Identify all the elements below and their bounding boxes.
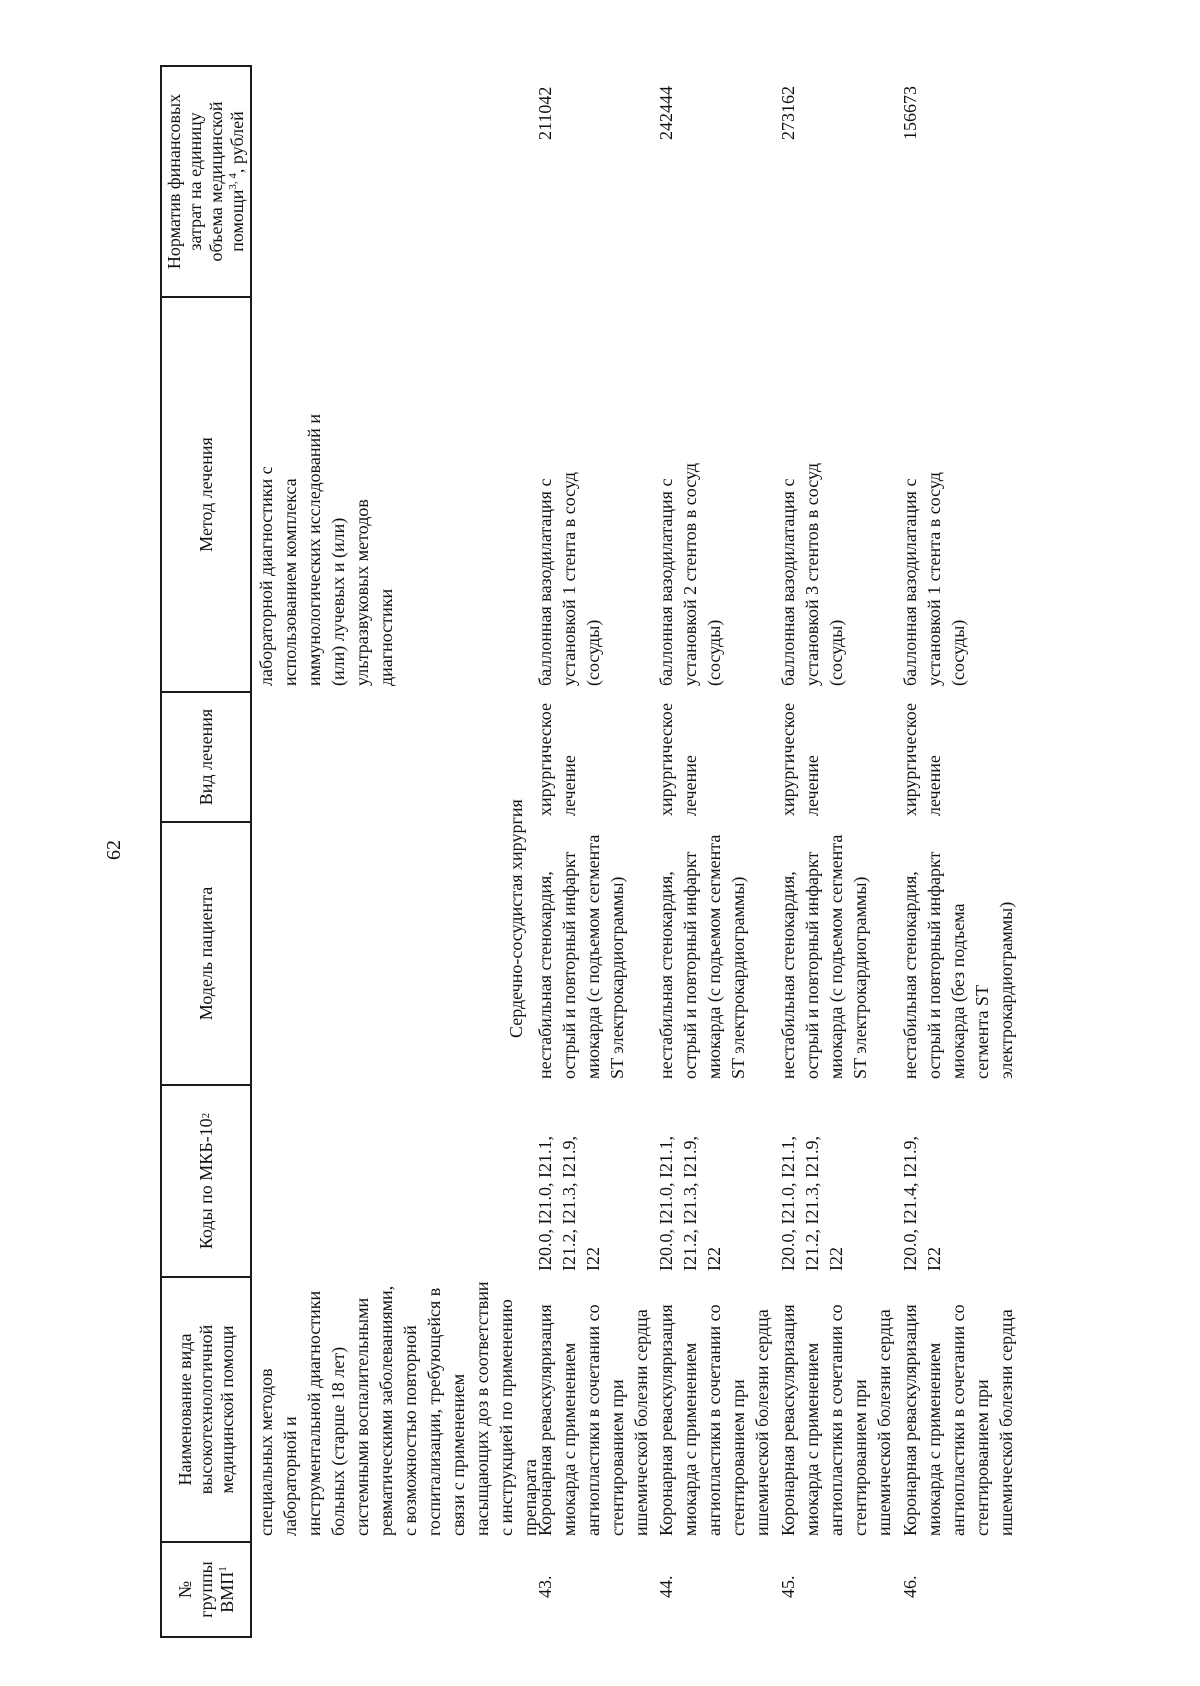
row-44-cost: 242444 bbox=[656, 86, 676, 140]
header-method: Метод лечения bbox=[195, 437, 216, 552]
row-44-codes: I20.0, I21.0, I21.1, I21.2, I21.3, I21.9, I22 bbox=[656, 1136, 724, 1271]
header-name: Наименование вида высокотехнологичной медицинской помощи bbox=[174, 1324, 237, 1495]
row-43-name: Коронарная реваскуляризация миокарда с применением ангиопластики в сочетании со стентированием при ишемической болезни сердца bbox=[535, 1304, 651, 1536]
row-44-no: 44. bbox=[656, 1575, 676, 1598]
continuation-method: лабораторной диагностики с использованием комплекса иммунологических исследований и (или) лучевых и (или) ультразвуковых методов диагностики bbox=[256, 414, 396, 686]
header-codes: Коды по МКБ-10 2 bbox=[195, 1112, 216, 1250]
row-45-method: баллонная вазодилатация с установкой 3 стентов в сосуд (сосуды) bbox=[778, 463, 846, 686]
row-43-model: нестабильная стенокардия, острый и повторный инфаркт миокарда (с подъемом сегмента ST электрокардиограммы) bbox=[535, 834, 627, 1079]
row-44-type: хирургическое лечение bbox=[656, 703, 700, 816]
col-divider bbox=[160, 1636, 252, 1638]
row-43-no: 43. bbox=[535, 1575, 555, 1598]
page-number: 62 bbox=[103, 840, 125, 860]
row-43-cost: 211042 bbox=[535, 86, 555, 140]
header-group-no: № группы ВМП$^1$ bbox=[174, 1561, 237, 1618]
row-45-codes: I20.0, I21.0, I21.1, I21.2, I21.3, I21.9, I22 bbox=[778, 1136, 846, 1271]
row-45-cost: 273162 bbox=[778, 86, 798, 140]
row-45-model: нестабильная стенокардия, острый и повторный инфаркт миокарда (с подъемом сегмента ST электрокардиограммы) bbox=[778, 834, 870, 1079]
row-46-model: нестабильная стенокардия, острый и повторный инфаркт миокарда (без подъема сегмента ST электрокардиограммы) bbox=[900, 851, 1016, 1079]
row-45-name: Коронарная реваскуляризация миокарда с применением ангиопластики в сочетании со стентированием при ишемической болезни сердца bbox=[778, 1304, 894, 1536]
header-treatment-type: Вид лечения bbox=[195, 708, 216, 806]
section-title: Сердечно-сосудистая хирургия bbox=[506, 799, 526, 1038]
row-46-method: баллонная вазодилатация с установкой 1 стента в сосуд (сосуды) bbox=[900, 472, 968, 686]
row-46-no: 46. bbox=[900, 1575, 920, 1598]
row-44-model: нестабильная стенокардия, острый и повторный инфаркт миокарда (с подъемом сегмента ST электрокардиограммы) bbox=[656, 834, 748, 1079]
row-43-method: баллонная вазодилатация с установкой 1 стента в сосуд (сосуды) bbox=[535, 472, 603, 686]
row-46-name: Коронарная реваскуляризация миокарда с применением ангиопластики в сочетании со стентированием при ишемической болезни сердца bbox=[900, 1304, 1016, 1536]
row-46-codes: I20.0, I21.4, I21.9, I22 bbox=[900, 1136, 944, 1271]
rotated-table bbox=[160, 58, 1160, 1638]
row-45-no: 45. bbox=[778, 1575, 798, 1598]
row-45-type: хирургическое лечение bbox=[778, 703, 822, 816]
continuation-name: специальных методов лабораторной и инструментальной диагностики больных (старше 18 лет) системными воспалительными ревматическими заболеваниями, с возможностью повторной госпитализации, требующейся в связи с применением насыщающих доз в соответствии с инструкцией по применению препарата bbox=[256, 1281, 540, 1536]
row-43-codes: I20.0, I21.0, I21.1, I21.2, I21.3, I21.9, I22 bbox=[535, 1136, 603, 1271]
row-46-cost: 156673 bbox=[900, 86, 920, 140]
header-cost: Норматив финансовых затрат на единицу объема медицинской помощи$^{3, 4}$, рублей bbox=[164, 93, 247, 270]
header-patient-model: Модель пациента bbox=[195, 886, 216, 1021]
row-46-type: хирургическое лечение bbox=[900, 703, 944, 816]
row-43-type: хирургическое лечение bbox=[535, 703, 579, 816]
row-44-method: баллонная вазодилатация с установкой 2 стентов в сосуд (сосуды) bbox=[656, 463, 724, 686]
row-44-name: Коронарная реваскуляризация миокарда с применением ангиопластики в сочетании со стентированием при ишемической болезни сердца bbox=[656, 1304, 772, 1536]
